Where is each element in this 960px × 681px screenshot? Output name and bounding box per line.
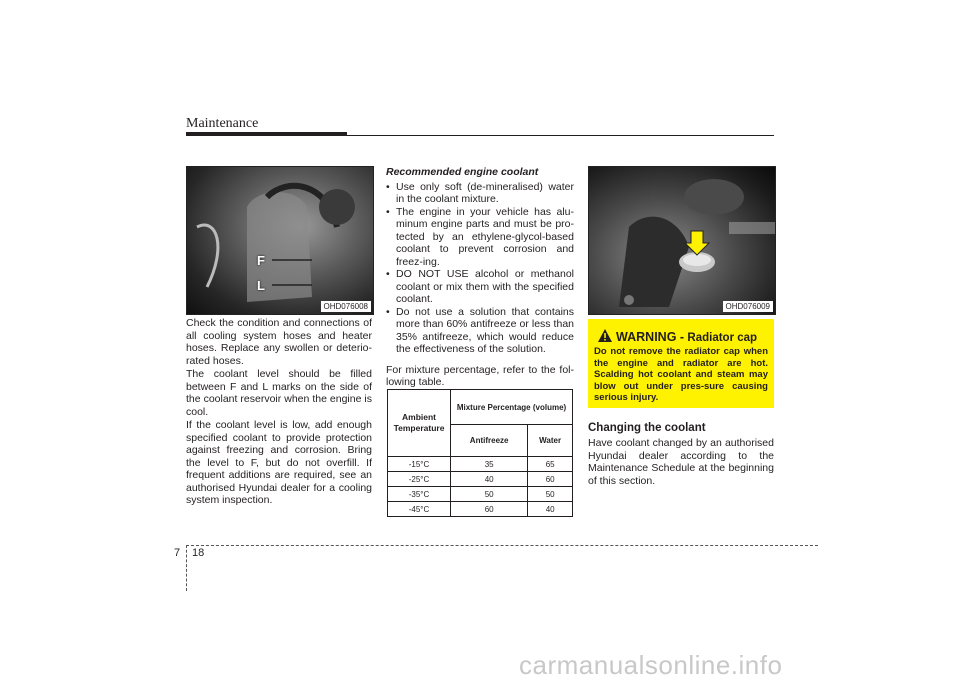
antifreeze-cell: 40 — [451, 472, 528, 487]
bullet-icon: • — [386, 205, 390, 218]
left-column — [186, 317, 372, 508]
warning-triangle-icon — [598, 329, 612, 342]
table-row — [388, 502, 573, 517]
temp-cell: -15°C — [388, 457, 451, 472]
antifreeze-header: Antifreeze — [451, 425, 528, 457]
radiator-cap-illustration — [589, 167, 775, 314]
list-item: • Do not use a solution that contains more than 60% antifreeze or less than 35% antifreeze, which would reduce the effectiveness of the solution. — [386, 305, 574, 355]
water-cell: 60 — [528, 472, 573, 487]
ambient-temp-header: Ambient Temperature — [388, 390, 451, 457]
table-row — [388, 457, 573, 472]
mixture-paragraph: For mixture percentage, refer to the fol-lowing table. — [386, 363, 574, 388]
hoses-paragraph: Check the condition and connections of all cooling system hoses and heater hoses. Replace any swollen or deterio-rated hoses. — [186, 317, 372, 367]
recommended-coolant-heading: Recommended engine coolant — [386, 166, 539, 178]
bullet-icon: • — [386, 180, 390, 193]
list-item: • The engine in your vehicle has alu-minum engine parts and must be pro-tected by an ethylene-glycol-based coolant to prevent corrosion and freez-ing. — [386, 205, 574, 268]
table-row — [388, 487, 573, 502]
coolant-level-paragraph: The coolant level should be filled between F and L marks on the side of the coolant reservoir when the engine is cool. — [186, 368, 372, 418]
watermark-text: carmanualsonline.info — [519, 650, 783, 680]
water-cell: 50 — [528, 487, 573, 502]
coolant-reservoir-photo — [186, 166, 374, 315]
antifreeze-cell: 60 — [451, 502, 528, 517]
changing-coolant-heading: Changing the coolant — [588, 422, 706, 434]
mixture-percentage-header: Mixture Percentage (volume) — [451, 390, 573, 425]
water-cell: 40 — [528, 502, 573, 517]
coolant-reservoir-illustration — [187, 167, 373, 314]
water-header: Water — [528, 425, 573, 457]
changing-coolant-paragraph: Have coolant changed by an authorised Hyundai dealer according to the Maintenance Schedule at the beginning of this section. — [588, 437, 774, 487]
coolant-bullet-list — [386, 181, 574, 356]
middle-column — [386, 166, 574, 389]
radiator-cap-photo — [588, 166, 776, 315]
full-mark-label: F — [257, 253, 265, 268]
water-cell: 65 — [528, 457, 573, 472]
warning-box — [588, 319, 774, 408]
bullet-icon: • — [386, 305, 390, 318]
warning-label: WARNING - — [616, 330, 685, 344]
footer-rule — [186, 545, 818, 546]
bullet-icon: • — [386, 268, 390, 280]
add-coolant-paragraph: If the coolant level is low, add enough specified coolant to provide protection against freezing and corrosion. Bring the level to F, but do not overfill. If frequent additions are required, see an authorised Hyundai dealer for a cooling system inspection. — [186, 419, 372, 506]
temp-cell: -25°C — [388, 472, 451, 487]
temp-cell: -35°C — [388, 487, 451, 502]
header-rule — [186, 135, 774, 136]
section-title: Maintenance — [186, 116, 259, 131]
warning-text: Do not remove the radiator cap when the engine and radiator are hot. Scalding hot coolant and steam may blow out under pres-sure causing serious injury. — [594, 346, 768, 403]
photo-code: OHD076009 — [723, 301, 773, 312]
page-number: 18 — [192, 547, 205, 559]
footer-divider — [186, 545, 187, 591]
photo-code: OHD076008 — [321, 301, 371, 312]
list-item: • Use only soft (de-mineralised) water in the coolant mixture. — [386, 180, 574, 205]
mixture-table — [387, 389, 573, 517]
section-number: 7 — [174, 547, 181, 559]
low-mark-label: L — [257, 278, 265, 293]
antifreeze-cell: 50 — [451, 487, 528, 502]
warning-subject: Radiator cap — [687, 332, 758, 344]
list-item: • DO NOT USE alcohol or methanol coolant or mix them with the specified coolant. — [386, 268, 574, 305]
warning-title — [616, 330, 757, 344]
table-row — [388, 472, 573, 487]
temp-cell: -45°C — [388, 502, 451, 517]
antifreeze-cell: 35 — [451, 457, 528, 472]
